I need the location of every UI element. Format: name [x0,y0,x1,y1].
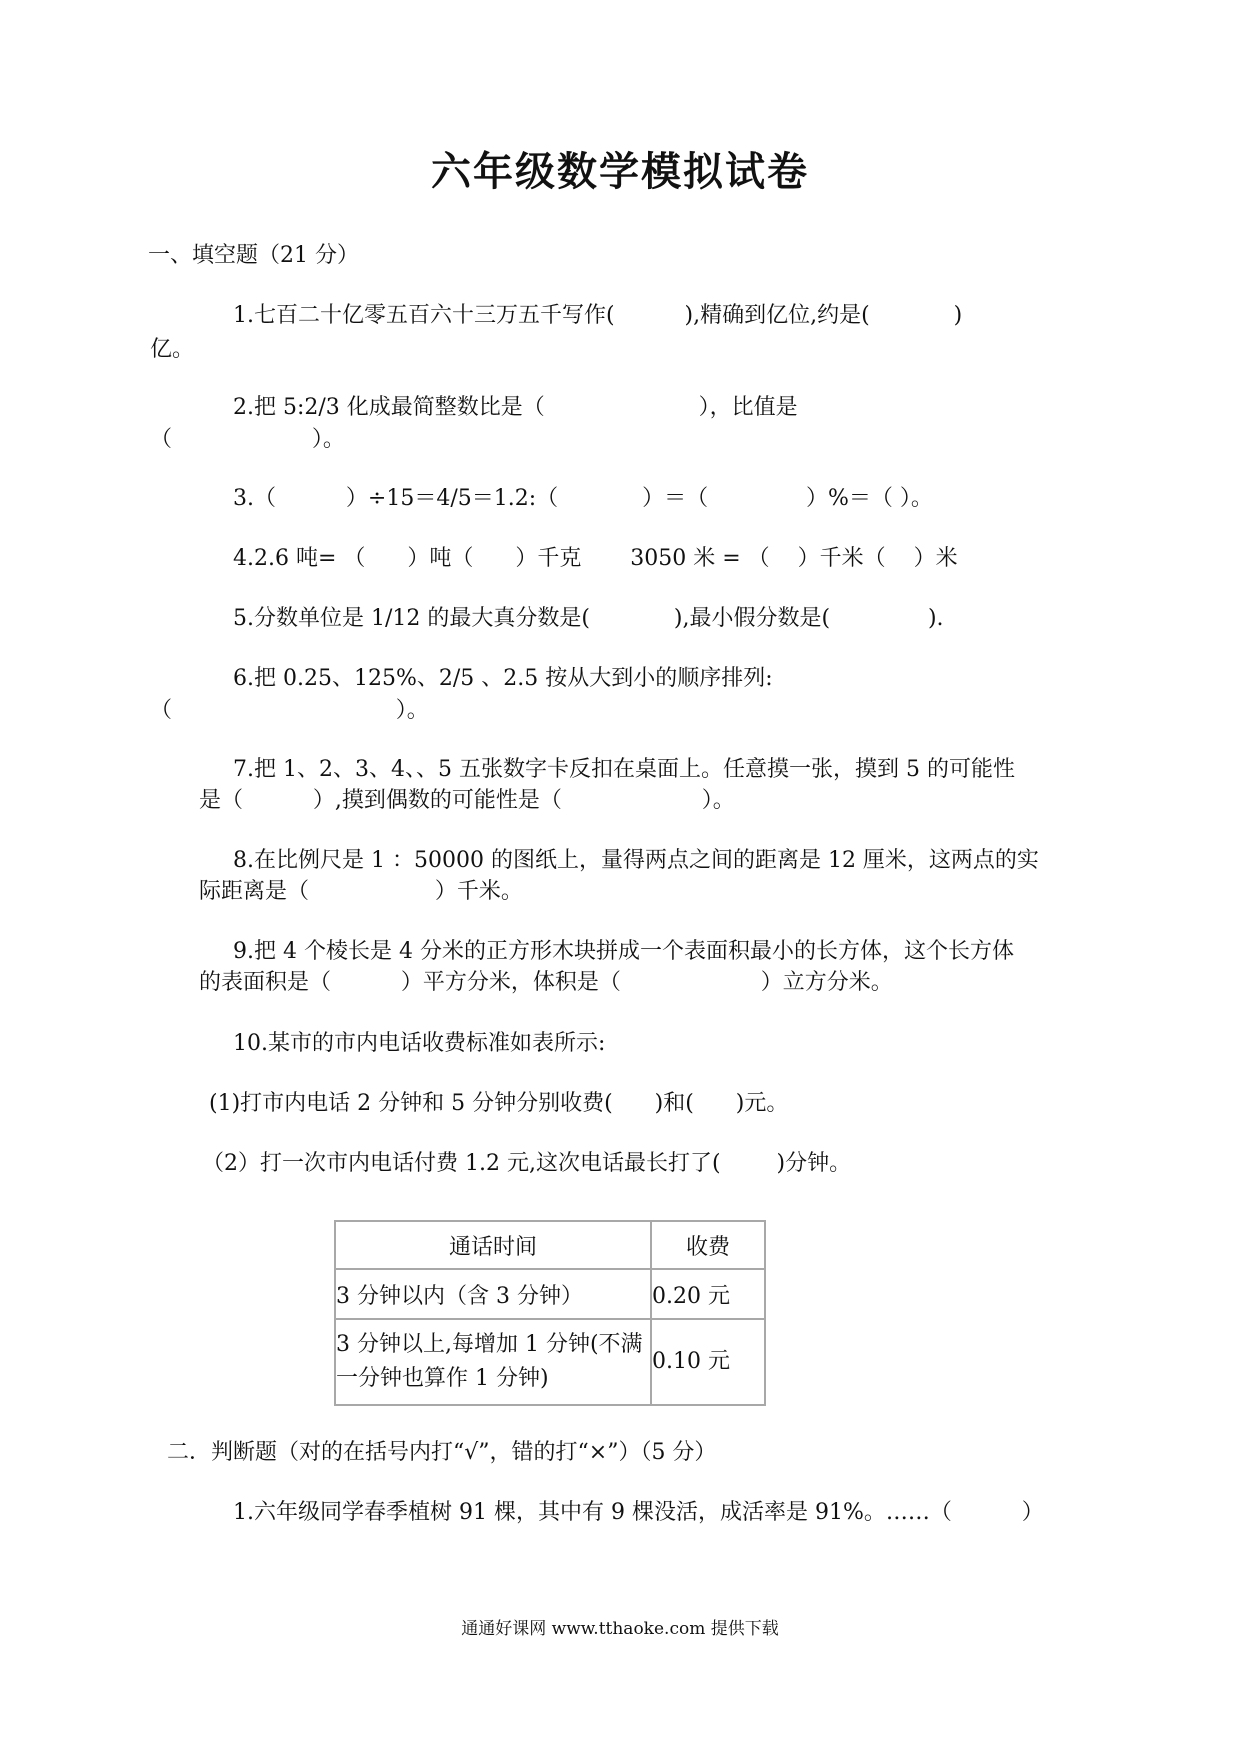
question-6-line-2: （ ）。 [150,698,429,723]
question-5: 5.分数单位是 1/12 的最大真分数是( ),最小假分数是( ). [233,606,944,631]
judgement-question-1: 1.六年级同学春季植树 91 棵，其中有 9 棵没活，成活率是 91%。……（ ） [233,1500,1044,1525]
section1-heading: 一、填空题（21 分） [148,243,359,268]
question-1-line-1: 1.七百二十亿零五百六十三万五千写作( ),精确到亿位,约是( ) [233,303,963,328]
table-cell-call-time: 3 分钟以上,每增加 1 分钟(不满一分钟也算作 1 分钟) [335,1319,651,1405]
question-8-line-2: 际距离是（ ）千米。 [199,879,523,904]
question-4: 4.2.6 吨= （ ）吨（ ）千克 3050 米 = （ ）千米（ ）米 [233,546,958,571]
table-header-fee: 收费 [651,1221,765,1269]
question-9-line-1: 9.把 4 个棱长是 4 分米的正方形木块拼成一个表面积最小的长方体，这个长方体 [233,939,1014,964]
phone-fee-table [334,1220,766,1406]
footer-source: 通通好课网 www.tthaoke.com 提供下载 [461,1619,779,1639]
question-9-line-2: 的表面积是（ ）平方分米，体积是（ ）立方分米。 [199,970,893,995]
table-cell-fee: 0.20 元 [651,1269,765,1319]
question-6-line-1: 6.把 0.25、125%、2/5 、2.5 按从大到小的顺序排列: [233,666,773,691]
table-row [335,1269,765,1319]
page-title: 六年级数学模拟试卷 [431,149,809,195]
question-2-line-2: （ ）。 [150,427,345,452]
question-2-line-1: 2.把 5:2/3 化成最简整数比是（ ），比值是 [233,395,798,420]
question-7-line-2: 是（ ）,摸到偶数的可能性是（ ）。 [199,788,735,813]
question-10-part-2: （2）打一次市内电话付费 1.2 元,这次电话最长打了( )分钟。 [202,1151,852,1176]
question-10-part-1: (1)打市内电话 2 分钟和 5 分钟分别收费( )和( )元。 [209,1091,789,1116]
question-8-line-1: 8.在比例尺是 1 ：50000 的图纸上，量得两点之间的距离是 12 厘米，这两点的实 [233,848,1039,873]
table-row [335,1319,765,1405]
table-cell-call-time: 3 分钟以内（含 3 分钟） [335,1269,651,1319]
section2-heading: 二．判断题（对的在括号内打“√”，错的打“×”）（5 分） [167,1440,717,1465]
question-3: 3.（ ）÷15＝4/5＝1.2:（ ）＝（ ）%＝（ ）。 [233,486,933,511]
table-header-call-time: 通话时间 [335,1221,651,1269]
question-10: 10.某市的市内电话收费标准如表所示: [233,1031,606,1056]
question-7-line-1: 7.把 1、2、3、4、、5 五张数字卡反扣在桌面上。任意摸一张，摸到 5 的可能性 [233,757,1015,782]
table-header-row [335,1221,765,1269]
question-1-line-2: 亿。 [150,337,195,362]
table-cell-fee: 0.10 元 [651,1319,765,1405]
